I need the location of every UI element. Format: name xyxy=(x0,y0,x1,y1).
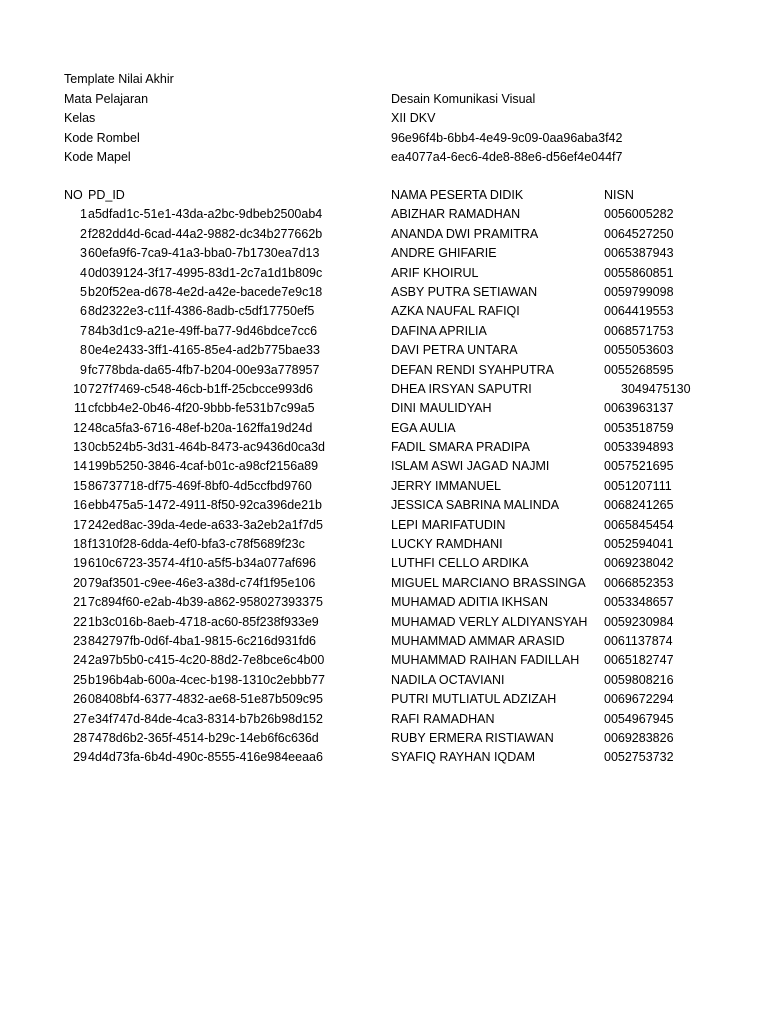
field-value: Desain Komunikasi Visual xyxy=(391,91,536,106)
table-row xyxy=(0,710,768,729)
row-student-name: MIGUEL MARCIANO BRASSINGA xyxy=(391,575,586,590)
row-number: 11 xyxy=(74,401,87,416)
column-header-pd-id: PD_ID xyxy=(88,188,125,202)
row-nisn: 0052753732 xyxy=(604,750,674,765)
row-nisn: 0065387943 xyxy=(604,246,674,261)
row-student-name: MUHAMAD VERLY ALDIYANSYAH xyxy=(391,614,588,629)
row-pd-id: 08408bf4-6377-4832-ae68-51e87b509c95 xyxy=(88,692,323,707)
field-label: Kode Rombel xyxy=(64,130,140,145)
field-value: XII DKV xyxy=(391,111,436,125)
row-nisn: 0055860851 xyxy=(604,265,674,280)
table-row xyxy=(0,438,768,457)
row-pd-id: 48ca5fa3-6716-48ef-b20a-162ffa19d24d xyxy=(88,420,313,435)
row-pd-id: b20f52ea-d678-4e2d-a42e-bacede7e9c18 xyxy=(88,284,323,299)
row-pd-id: e34f747d-84de-4ca3-8314-b7b26b98d152 xyxy=(88,711,323,726)
row-pd-id: 2a97b5b0-c415-4c20-88d2-7e8bce6c4b00 xyxy=(88,653,325,668)
row-student-name: ANDRE GHIFARIE xyxy=(391,246,497,261)
row-student-name: JERRY IMMANUEL xyxy=(391,478,501,493)
row-nisn: 0053518759 xyxy=(604,420,674,435)
table-row xyxy=(0,535,768,554)
document-title: Template Nilai Akhir xyxy=(64,72,174,86)
table-row xyxy=(0,729,768,748)
row-number: 15 xyxy=(73,478,87,493)
row-number: 29 xyxy=(73,750,87,765)
table-row xyxy=(0,302,768,321)
row-pd-id: 86737718-df75-469f-8bf0-4d5ccfbd9760 xyxy=(88,478,312,493)
row-number: 26 xyxy=(73,692,87,707)
row-number: 8 xyxy=(80,343,87,358)
row-student-name: MUHAMAD ADITIA IKHSAN xyxy=(391,595,548,610)
row-nisn: 0052594041 xyxy=(604,537,674,552)
row-nisn: 0069238042 xyxy=(604,556,674,571)
row-student-name: EGA AULIA xyxy=(391,420,456,435)
row-pd-id: 60efa9f6-7ca9-41a3-bba0-7b1730ea7d13 xyxy=(88,246,320,261)
table-row xyxy=(0,690,768,709)
row-number: 21 xyxy=(73,595,87,610)
row-nisn: 0055268595 xyxy=(604,362,674,377)
table-row xyxy=(0,225,768,244)
row-number: 7 xyxy=(80,323,87,338)
table-row xyxy=(0,496,768,515)
field-value: ea4077a4-6ec6-4de8-88e6-d56ef4e044f7 xyxy=(391,150,623,164)
row-pd-id: f1310f28-6dda-4ef0-bfa3-c78f5689f23c xyxy=(88,537,305,552)
table-row xyxy=(0,477,768,496)
table-row xyxy=(0,651,768,670)
table-row xyxy=(0,748,768,767)
row-student-name: ISLAM ASWI JAGAD NAJMI xyxy=(391,459,550,474)
row-student-name: DINI MAULIDYAH xyxy=(391,401,492,416)
row-student-name: RAFI RAMADHAN xyxy=(391,711,495,726)
row-student-name: DEFAN RENDI SYAHPUTRA xyxy=(391,362,554,377)
field-label: Kode Mapel xyxy=(64,150,131,164)
row-number: 5 xyxy=(80,284,87,299)
row-number: 28 xyxy=(73,730,87,745)
row-number: 10 xyxy=(73,381,87,396)
row-pd-id: ebb475a5-1472-4911-8f50-92ca396de21b xyxy=(88,498,323,513)
row-student-name: SYAFIQ RAYHAN IQDAM xyxy=(391,750,536,765)
row-pd-id: 84b3d1c9-a21e-49ff-ba77-9d46bdce7cc6 xyxy=(88,323,318,338)
field-value: 96e96f4b-6bb4-4e49-9c09-0aa96aba3f42 xyxy=(391,130,623,145)
row-number: 17 xyxy=(73,517,87,532)
row-nisn: 0059799098 xyxy=(604,284,674,299)
row-nisn: 0064527250 xyxy=(604,226,674,241)
row-number: 9 xyxy=(80,362,87,377)
table-row xyxy=(0,205,768,224)
row-number: 4 xyxy=(80,265,87,280)
row-student-name: ABIZHAR RAMADHAN xyxy=(391,207,521,222)
table-row xyxy=(0,516,768,535)
table-row xyxy=(0,632,768,651)
table-row xyxy=(0,322,768,341)
row-number: 24 xyxy=(73,653,87,668)
row-pd-id: b196b4ab-600a-4cec-b198-1310c2ebbb77 xyxy=(88,672,326,687)
row-nisn: 0057521695 xyxy=(604,459,674,474)
row-pd-id: 1b3c016b-8aeb-4718-ac60-85f238f933e9 xyxy=(88,614,319,629)
table-row xyxy=(0,380,768,399)
row-nisn: 0059808216 xyxy=(604,672,674,687)
row-number: 16 xyxy=(73,498,87,513)
row-number: 12 xyxy=(73,420,87,435)
row-nisn: 0069283826 xyxy=(604,730,674,745)
row-nisn: 0051207111 xyxy=(604,478,672,493)
table-row xyxy=(0,554,768,573)
row-nisn: 0068241265 xyxy=(604,498,674,513)
row-student-name: LUTHFI CELLO ARDIKA xyxy=(391,556,529,571)
row-pd-id: 0e4e2433-3ff1-4165-85e4-ad2b775bae33 xyxy=(88,343,320,358)
row-student-name: DHEA IRSYAN SAPUTRI xyxy=(391,381,532,396)
row-nisn: 0068571753 xyxy=(604,323,674,338)
row-pd-id: 242ed8ac-39da-4ede-a633-3a2eb2a1f7d5 xyxy=(88,517,323,532)
row-student-name: RUBY ERMERA RISTIAWAN xyxy=(391,730,554,745)
table-row xyxy=(0,361,768,380)
row-pd-id: 79af3501-c9ee-46e3-a38d-c74f1f95e106 xyxy=(88,575,316,590)
row-student-name: ANANDA DWI PRAMITRA xyxy=(391,226,539,241)
row-student-name: DAVI PETRA UNTARA xyxy=(391,343,518,358)
table-row xyxy=(0,613,768,632)
row-nisn: 0063963137 xyxy=(604,401,674,416)
row-student-name: PUTRI MUTLIATUL ADZIZAH xyxy=(391,692,557,707)
row-number: 20 xyxy=(73,575,87,590)
row-student-name: MUHAMMAD RAIHAN FADILLAH xyxy=(391,653,580,668)
row-pd-id: 4d4d73fa-6b4d-490c-8555-416e984eeaa6 xyxy=(88,750,323,765)
row-number: 13 xyxy=(73,440,87,455)
row-number: 14 xyxy=(73,459,87,474)
row-pd-id: 199b5250-3846-4caf-b01c-a98cf2156a89 xyxy=(88,459,319,474)
row-pd-id: 7c894f60-e2ab-4b39-a862-958027393375 xyxy=(88,595,323,610)
row-pd-id: 8d2322e3-c11f-4386-8adb-c5df17750ef5 xyxy=(88,304,315,319)
row-pd-id: 0d039124-3f17-4995-83d1-2c7a1d1b809c xyxy=(88,265,323,280)
field-label: Kelas xyxy=(64,111,96,125)
field-label: Mata Pelajaran xyxy=(64,91,149,106)
row-student-name: LUCKY RAMDHANI xyxy=(391,537,503,552)
row-nisn: 0056005282 xyxy=(604,207,674,222)
row-student-name: JESSICA SABRINA MALINDA xyxy=(391,498,560,513)
row-nisn: 0061137874 xyxy=(604,633,673,648)
row-number: 19 xyxy=(73,556,87,571)
table-row xyxy=(0,244,768,263)
table-row xyxy=(0,264,768,283)
row-student-name: MUHAMMAD AMMAR ARASID xyxy=(391,633,565,648)
table-row xyxy=(0,671,768,690)
row-pd-id: f282dd4d-6cad-44a2-9882-dc34b277662b xyxy=(88,226,323,241)
row-student-name: FADIL SMARA PRADIPA xyxy=(391,440,530,455)
row-pd-id: 7478d6b2-365f-4514-b29c-14eb6f6c636d xyxy=(88,730,319,745)
row-nisn: 3049475130 xyxy=(621,381,691,396)
row-student-name: AZKA NAUFAL RAFIQI xyxy=(391,304,520,319)
row-number: 2 xyxy=(80,226,87,241)
row-pd-id: 842797fb-0d6f-4ba1-9815-6c216d931fd6 xyxy=(88,633,316,648)
row-nisn: 0059230984 xyxy=(604,614,674,629)
row-student-name: DAFINA APRILIA xyxy=(391,323,487,338)
row-nisn: 0069672294 xyxy=(604,692,674,707)
table-row xyxy=(0,457,768,476)
row-nisn: 0053394893 xyxy=(604,440,674,455)
table-row xyxy=(0,574,768,593)
row-pd-id: 0cb524b5-3d31-464b-8473-ac9436d0ca3d xyxy=(88,440,326,455)
row-number: 27 xyxy=(73,711,87,726)
column-header-no: NO xyxy=(64,188,83,202)
table-row xyxy=(0,399,768,418)
row-nisn: 0066852353 xyxy=(604,575,674,590)
row-number: 1 xyxy=(80,207,87,222)
row-pd-id: cfcbb4e2-0b46-4f20-9bbb-fe531b7c99a5 xyxy=(88,401,315,416)
row-number: 25 xyxy=(73,672,87,687)
column-header-nama: NAMA PESERTA DIDIK xyxy=(391,188,524,202)
row-nisn: 0065845454 xyxy=(604,517,674,532)
row-number: 23 xyxy=(73,633,87,648)
row-student-name: NADILA OCTAVIANI xyxy=(391,672,505,687)
student-table xyxy=(0,186,768,768)
table-row xyxy=(0,593,768,612)
row-nisn: 0053348657 xyxy=(604,595,674,610)
table-row xyxy=(0,341,768,360)
row-nisn: 0064419553 xyxy=(604,304,674,319)
row-number: 18 xyxy=(73,537,87,552)
row-nisn: 0054967945 xyxy=(604,711,674,726)
column-header-nisn: NISN xyxy=(604,188,634,202)
table-row xyxy=(0,419,768,438)
row-number: 22 xyxy=(73,614,87,629)
table-header-row xyxy=(0,186,768,205)
row-student-name: ASBY PUTRA SETIAWAN xyxy=(391,284,538,299)
row-student-name: LEPI MARIFATUDIN xyxy=(391,517,506,532)
row-nisn: 0055053603 xyxy=(604,343,674,358)
row-nisn: 0065182747 xyxy=(604,653,674,668)
row-number: 3 xyxy=(80,246,87,261)
row-pd-id: a5dfad1c-51e1-43da-a2bc-9dbeb2500ab4 xyxy=(88,207,323,222)
row-pd-id: 727f7469-c548-46cb-b1ff-25cbcce993d6 xyxy=(88,381,313,396)
row-pd-id: fc778bda-da65-4fb7-b204-00e93a778957 xyxy=(88,362,320,377)
row-pd-id: 610c6723-3574-4f10-a5f5-b34a077af696 xyxy=(88,556,316,571)
row-number: 6 xyxy=(80,304,87,319)
row-student-name: ARIF KHOIRUL xyxy=(391,265,479,280)
table-row xyxy=(0,283,768,302)
